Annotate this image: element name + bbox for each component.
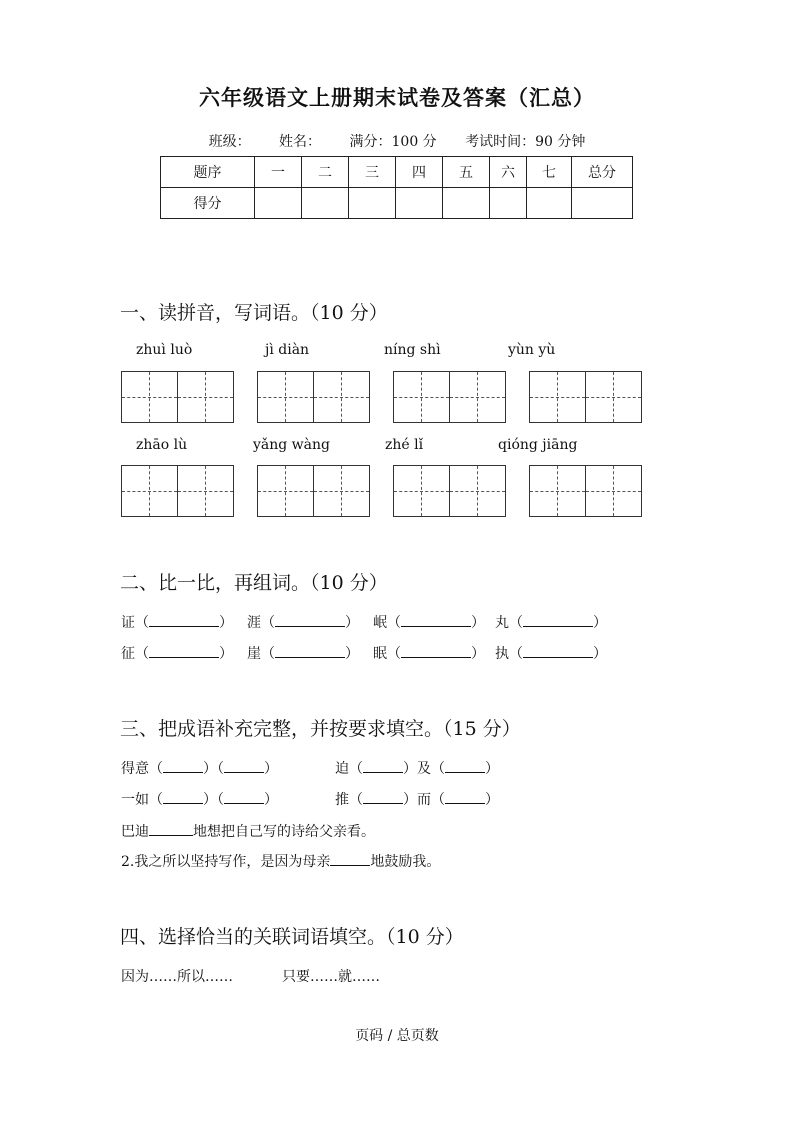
table-header-cell: 七 (527, 157, 572, 188)
writing-grid[interactable] (121, 371, 234, 423)
answer-blank[interactable] (163, 758, 203, 773)
exam-info (0, 131, 794, 151)
table-header-cell: 二 (302, 157, 349, 188)
score-cell[interactable] (302, 188, 349, 219)
section-2-title: 二、比一比，再组词。（10 分） (120, 572, 388, 594)
score-table (160, 156, 633, 219)
pinyin-label: níng shì (384, 342, 441, 358)
conjunction-option: 因为……所以…… (121, 969, 233, 985)
compare-item: 征（ ） (121, 643, 233, 663)
writing-grid[interactable] (393, 371, 506, 423)
section-3-title: 三、把成语补充完整，并按要求填空。（15 分） (120, 718, 521, 740)
compare-item: 崖（ ） (247, 643, 359, 663)
compare-item: 眠（ ） (373, 643, 485, 663)
pinyin-label: yǎng wàng (253, 437, 330, 453)
score-cell[interactable] (396, 188, 443, 219)
class-label: 班级： (208, 134, 251, 150)
answer-blank[interactable] (224, 758, 264, 773)
answer-blank[interactable] (363, 789, 403, 804)
answer-blank[interactable] (163, 789, 203, 804)
writing-grid[interactable] (393, 465, 506, 517)
table-row-label: 得分 (161, 188, 255, 219)
section-4-title: 四、选择恰当的关联词语填空。（10 分） (120, 926, 464, 948)
writing-grid[interactable] (257, 371, 370, 423)
name-label: 姓名： (279, 134, 322, 150)
answer-blank[interactable] (523, 643, 593, 658)
idiom-item: 推（ ）而（ ） (335, 789, 499, 809)
answer-blank[interactable] (445, 758, 485, 773)
pinyin-label: jì diàn (265, 342, 310, 358)
pinyin-label: zhuì luò (136, 342, 193, 358)
compare-item: 岷（ ） (373, 612, 485, 632)
writing-grid[interactable] (257, 465, 370, 517)
answer-blank[interactable] (401, 612, 471, 627)
table-header-cell: 题序 (161, 157, 255, 188)
table-header-cell: 一 (255, 157, 302, 188)
table-header-cell: 五 (443, 157, 490, 188)
writing-grid[interactable] (121, 465, 234, 517)
compare-item: 丸（ ） (495, 612, 607, 632)
table-header-cell: 六 (490, 157, 527, 188)
compare-item: 涯（ ） (247, 612, 359, 632)
answer-blank[interactable] (149, 821, 193, 836)
fill-sentence: 2.我之所以坚持写作，是因为母亲 地鼓励我。 (121, 851, 440, 871)
compare-item: 证（ ） (121, 612, 233, 632)
idiom-item: 一如（ ）（ ） (121, 789, 278, 809)
answer-blank[interactable] (224, 789, 264, 804)
answer-blank[interactable] (149, 612, 219, 627)
answer-blank[interactable] (523, 612, 593, 627)
score-table-score-row (161, 188, 633, 219)
pinyin-label: yùn yù (508, 342, 556, 358)
answer-blank[interactable] (275, 612, 345, 627)
score-cell[interactable] (527, 188, 572, 219)
table-header-cell: 总分 (572, 157, 633, 188)
score-cell[interactable] (255, 188, 302, 219)
score-cell[interactable] (443, 188, 490, 219)
table-header-cell: 三 (349, 157, 396, 188)
score-table-header-row (161, 157, 633, 188)
compare-item: 执（ ） (495, 643, 607, 663)
conjunction-option: 只要……就…… (282, 969, 380, 985)
pinyin-label: zhāo lù (136, 437, 188, 453)
page-title: 六年级语文上册期末试卷及答案（汇总） (199, 85, 595, 110)
page-footer: 页码 / 总页数 (355, 1028, 439, 1044)
fill-sentence: 巴迪 地想把自己写的诗给父亲看。 (121, 821, 375, 841)
pinyin-label: zhé lǐ (385, 437, 424, 453)
full-score-label: 满分：100 分 (349, 134, 437, 150)
writing-grid[interactable] (529, 371, 642, 423)
answer-blank[interactable] (445, 789, 485, 804)
answer-blank[interactable] (149, 643, 219, 658)
score-cell[interactable] (349, 188, 396, 219)
score-cell[interactable] (572, 188, 633, 219)
table-header-cell: 四 (396, 157, 443, 188)
exam-time-label: 考试时间：90 分钟 (465, 134, 586, 150)
score-cell[interactable] (490, 188, 527, 219)
pinyin-label: qióng jiāng (498, 437, 578, 453)
idiom-item: 迫（ ）及（ ） (335, 758, 499, 778)
section-1-title: 一、读拼音，写词语。（10 分） (120, 302, 388, 324)
answer-blank[interactable] (275, 643, 345, 658)
writing-grid[interactable] (529, 465, 642, 517)
answer-blank[interactable] (363, 758, 403, 773)
answer-blank[interactable] (330, 851, 370, 866)
answer-blank[interactable] (401, 643, 471, 658)
idiom-item: 得意（ ）（ ） (121, 758, 278, 778)
